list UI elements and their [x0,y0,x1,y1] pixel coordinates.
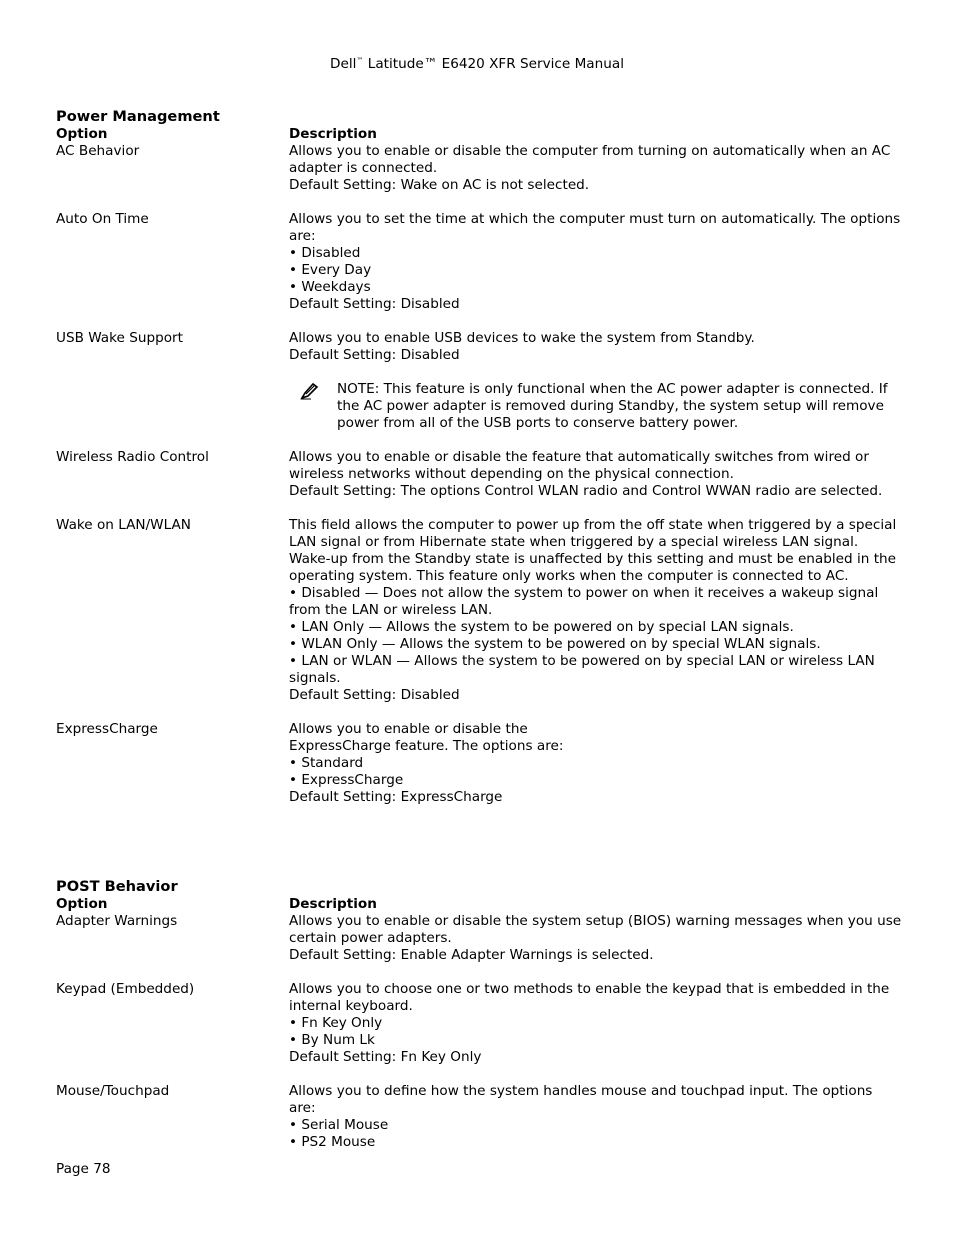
row-spacer [56,432,902,449]
description-line: • PS2 Mouse [289,1134,376,1150]
description-line: Allows you to enable or disable the [289,721,528,737]
option-name: Wake on LAN/WLAN [56,517,191,533]
row-spacer [56,964,902,981]
description-line: Allows you to define how the system handles mouse and touchpad input. The options are: [289,1083,873,1116]
column-header-row [56,896,902,913]
section-power-management [56,108,902,806]
setting-row [56,449,902,500]
note-block [289,381,902,432]
description-line: Allows you to choose one or two methods to enable the keypad that is embedded in the internal keyboard. [289,981,890,1014]
description-line: • Disabled — Does not allow the system to power on when it receives a wakeup signal from the LAN or wireless LAN. [289,585,879,618]
option-description [289,1083,902,1151]
description-line: Allows you to enable or disable the feature that automatically switches from wired or wireless networks without depending on the physical connection. [289,449,869,482]
row-spacer [56,704,902,721]
header-brand: Dell [330,56,357,72]
description-line: Allows you to enable or disable the system setup (BIOS) warning messages when you use certain power adapters. [289,913,902,946]
page-number: Page 78 [56,1161,111,1177]
column-header-option: Option [56,126,108,142]
trademark-mark: ™ [356,56,364,65]
option-name: AC Behavior [56,143,140,159]
description-line: Default Setting: Wake on AC is not selected. [289,177,590,193]
setting-row [56,211,902,313]
setting-row [56,1083,902,1151]
description-line: Allows you to enable or disable the computer from turning on automatically when an AC adapter is connected. [289,143,891,176]
option-name: Auto On Time [56,211,149,227]
option-name: Mouse/Touchpad [56,1083,170,1099]
note-spacer [289,364,902,381]
option-description [289,449,902,500]
description-line: Allows you to set the time at which the computer must turn on automatically. The options are: [289,211,901,244]
section-title: Power Management [56,108,220,125]
description-line: • Every Day [289,262,372,278]
option-name: Keypad (Embedded) [56,981,195,997]
description-line: • WLAN Only — Allows the system to be powered on by special WLAN signals. [289,636,821,652]
description-line: This field allows the computer to power up from the off state when triggered by a special LAN signal or from Hibernate state when triggered by a special wireless LAN signal. Wake-up from the Standby state is unaffected by this setting and must be enabled in the operating system. This feature only works when the computer is connected to AC. [289,517,897,584]
description-line: Default Setting: Fn Key Only [289,1049,482,1065]
column-header-description: Description [289,896,377,912]
option-description [289,981,902,1066]
description-line: Default Setting: ExpressCharge [289,789,503,805]
description-line: Default Setting: Disabled [289,347,460,363]
option-name: Adapter Warnings [56,913,178,929]
option-description [289,913,902,964]
document-header [0,56,954,73]
setting-row [56,721,902,806]
row-spacer [56,1066,902,1083]
note-pencil-icon [289,381,337,432]
option-description [289,330,902,432]
option-description [289,143,902,194]
description-line: Default Setting: The options Control WLAN radio and Control WWAN radio are selected. [289,483,883,499]
description-line: ExpressCharge feature. The options are: [289,738,564,754]
note-text: NOTE: This feature is only functional when the AC power adapter is connected. If the AC power adapter is removed during Standby, the system setup will remove power from all of the USB ports to conserve battery power. [337,381,888,431]
description-line: Default Setting: Enable Adapter Warnings is selected. [289,947,654,963]
setting-row [56,913,902,964]
option-name: ExpressCharge [56,721,158,737]
row-spacer [56,194,902,211]
setting-row [56,517,902,704]
description-line: Default Setting: Disabled [289,296,460,312]
option-description [289,211,902,313]
description-line: • Standard [289,755,364,771]
description-line: • By Num Lk [289,1032,375,1048]
option-description [289,721,902,806]
description-line: • Disabled [289,245,361,261]
column-header-option: Option [56,896,108,912]
description-line: • ExpressCharge [289,772,404,788]
setting-row [56,143,902,194]
row-spacer [56,500,902,517]
description-line: • Fn Key Only [289,1015,383,1031]
column-header-description: Description [289,126,377,142]
option-name: USB Wake Support [56,330,183,346]
setting-row [56,330,902,432]
option-name: Wireless Radio Control [56,449,209,465]
description-line: • LAN Only — Allows the system to be powered on by special LAN signals. [289,619,794,635]
row-spacer [56,313,902,330]
section-post-behavior [56,878,902,1151]
section-title: POST Behavior [56,878,178,895]
description-line: • LAN or WLAN — Allows the system to be powered on by special LAN or wireless LAN signals. [289,653,875,686]
description-line: • Weekdays [289,279,371,295]
description-line: Allows you to enable USB devices to wake the system from Standby. [289,330,755,346]
description-line: Default Setting: Disabled [289,687,460,703]
header-title: Latitude™ E6420 XFR Service Manual [363,56,624,72]
setting-row [56,981,902,1066]
option-description [289,517,902,704]
column-header-row [56,126,902,143]
description-line: • Serial Mouse [289,1117,389,1133]
